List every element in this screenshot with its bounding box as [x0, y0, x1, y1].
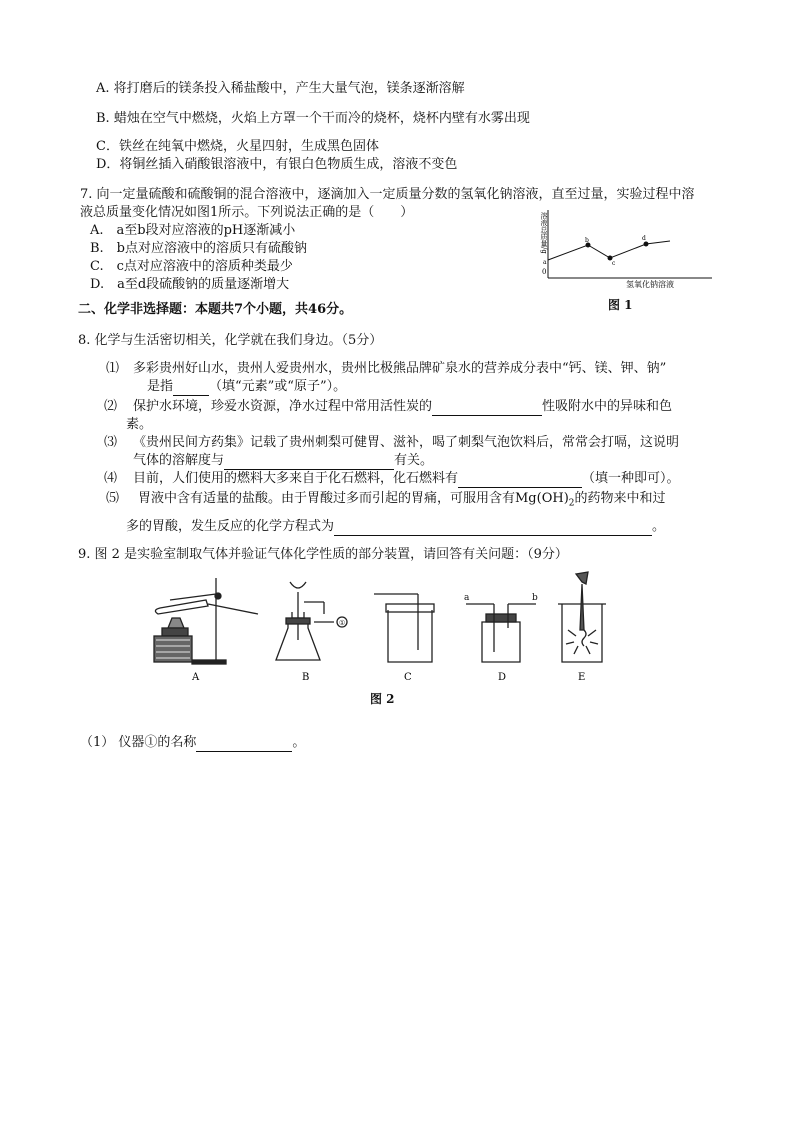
q8-item5-line1: 胃液中含有适量的盐酸。由于胃酸过多而引起的胃痛，可服用含有$Mg(OH)_2$的药物来中和过: [138, 491, 666, 509]
chart-label-c: c: [612, 260, 616, 267]
q9-stem: 9. 图 2 是实验室制取气体并验证气体化学性质的部分装置，请回答有关问题：（9分）: [78, 547, 568, 562]
chart-label-a: a: [543, 259, 547, 266]
q8-item2-line1: 保护水环境，珍爱水资源，净水过程中常用活性炭的 性吸附水中的异味和色: [133, 399, 673, 414]
q8-item5-number: ⑸: [106, 491, 120, 506]
apparatus-label-e: E: [578, 672, 586, 683]
q8-item5-line2: 多的胃酸，发生反应的化学方程式为 。: [126, 519, 666, 534]
q8-item3-answer-blank[interactable]: [224, 455, 394, 470]
q8-item2-answer-blank[interactable]: [432, 401, 542, 416]
q8-item4-line1: 目前，人们使用的燃料大多来自于化石燃料，化石燃料有 （填一种即可）。: [133, 471, 680, 486]
apparatus-label-d: D: [498, 672, 507, 683]
label-a: a: [464, 593, 470, 603]
figure2-caption: 图 2: [370, 692, 395, 706]
q8-item5-answer-blank[interactable]: [334, 521, 652, 536]
figure1-caption: 图 1: [608, 298, 633, 312]
q7-option-d: D. a至d段硫酸钠的质量逐渐增大: [90, 277, 290, 292]
q6-option-a: A. 将打磨后的镁条投入稀盐酸中，产生大量气泡，镁条逐渐溶解: [96, 81, 465, 96]
apparatus-d: [464, 593, 538, 662]
q6-option-d: D．将铜丝插入硝酸银溶液中，有银白色物质生成，溶液不变色: [96, 157, 458, 172]
q8-item3-number: ⑶: [104, 435, 118, 450]
q8-stem: 8. 化学与生活密切相关，化学就在我们身边。（5分）: [78, 333, 383, 348]
q7-option-a: A. a至b段对应溶液的pH逐渐减小: [90, 223, 296, 238]
apparatus-b: [276, 582, 347, 660]
q7-option-b: B. b点对应溶液中的溶质只有硫酸钠: [90, 241, 308, 256]
q9-sub1-answer-blank[interactable]: [196, 737, 292, 752]
q7-stem-line1: 7. 向一定量硫酸和硫酸铜的混合溶液中，逐滴加入一定质量分数的氢氧化钠溶液，直至过量，实验过程中溶: [80, 187, 695, 202]
q8-item4-number: ⑷: [104, 471, 118, 486]
chart-label-d: d: [642, 235, 646, 242]
apparatus-label-b: B: [302, 672, 310, 683]
chart-ylabel: 溶液总质量/g: [540, 212, 548, 254]
figure1-chart: [534, 204, 724, 290]
apparatus-label-a: A: [192, 672, 200, 683]
apparatus-a: [154, 578, 258, 664]
q8-item1-line2: 是指 （填“元素”或“原子”）。: [147, 379, 347, 394]
apparatus-label-c: C: [404, 672, 412, 683]
figure2-apparatus: [148, 570, 618, 686]
q8-item1-number: ⑴: [106, 361, 120, 376]
chart-xlabel: 氢氧化钠溶液: [626, 280, 674, 289]
chart-point-d: [644, 242, 649, 247]
q8-item1-line1: 多彩贵州好山水，贵州人爱贵州水，贵州比极熊品牌矿泉水的营养成分表中“钙、镁、钾、钠”: [133, 361, 667, 376]
q6-option-c: C．铁丝在纯氧中燃烧，火星四射，生成黑色固体: [96, 139, 379, 154]
q8-item3-line2: 气体的溶解度与 有关。: [133, 453, 434, 468]
label-b: b: [532, 593, 538, 603]
q7-option-c: C. c点对应溶液中的溶质种类最少: [90, 259, 293, 274]
q6-option-b: B. 蜡烛在空气中燃烧，火焰上方罩一个干而冷的烧杯，烧杯内壁有水雾出现: [96, 111, 530, 126]
q8-item4-answer-blank[interactable]: [458, 473, 582, 488]
q8-item1-answer-blank[interactable]: [173, 381, 209, 396]
marker-1: ①: [339, 619, 346, 627]
q8-item2-line2: 素。: [126, 417, 153, 432]
chart-origin-label: 0: [542, 268, 547, 276]
q8-item2-number: ⑵: [104, 399, 118, 414]
q9-sub1: （1） 仪器①的名称 。: [80, 735, 306, 750]
section2-heading: 二、化学非选择题：本题共7个小题，共46分。: [78, 302, 353, 317]
q7-stem-line2: 液总质量变化情况如图1所示。下列说法正确的是（ ）: [80, 205, 414, 220]
chart-label-b: b: [585, 237, 589, 244]
apparatus-e: [558, 572, 606, 662]
q8-item3-line1: 《贵州民间方药集》记载了贵州刺梨可健胃、滋补，喝了刺梨气泡饮料后，常常会打嗝，这说明: [133, 435, 680, 450]
apparatus-c: [374, 594, 434, 662]
